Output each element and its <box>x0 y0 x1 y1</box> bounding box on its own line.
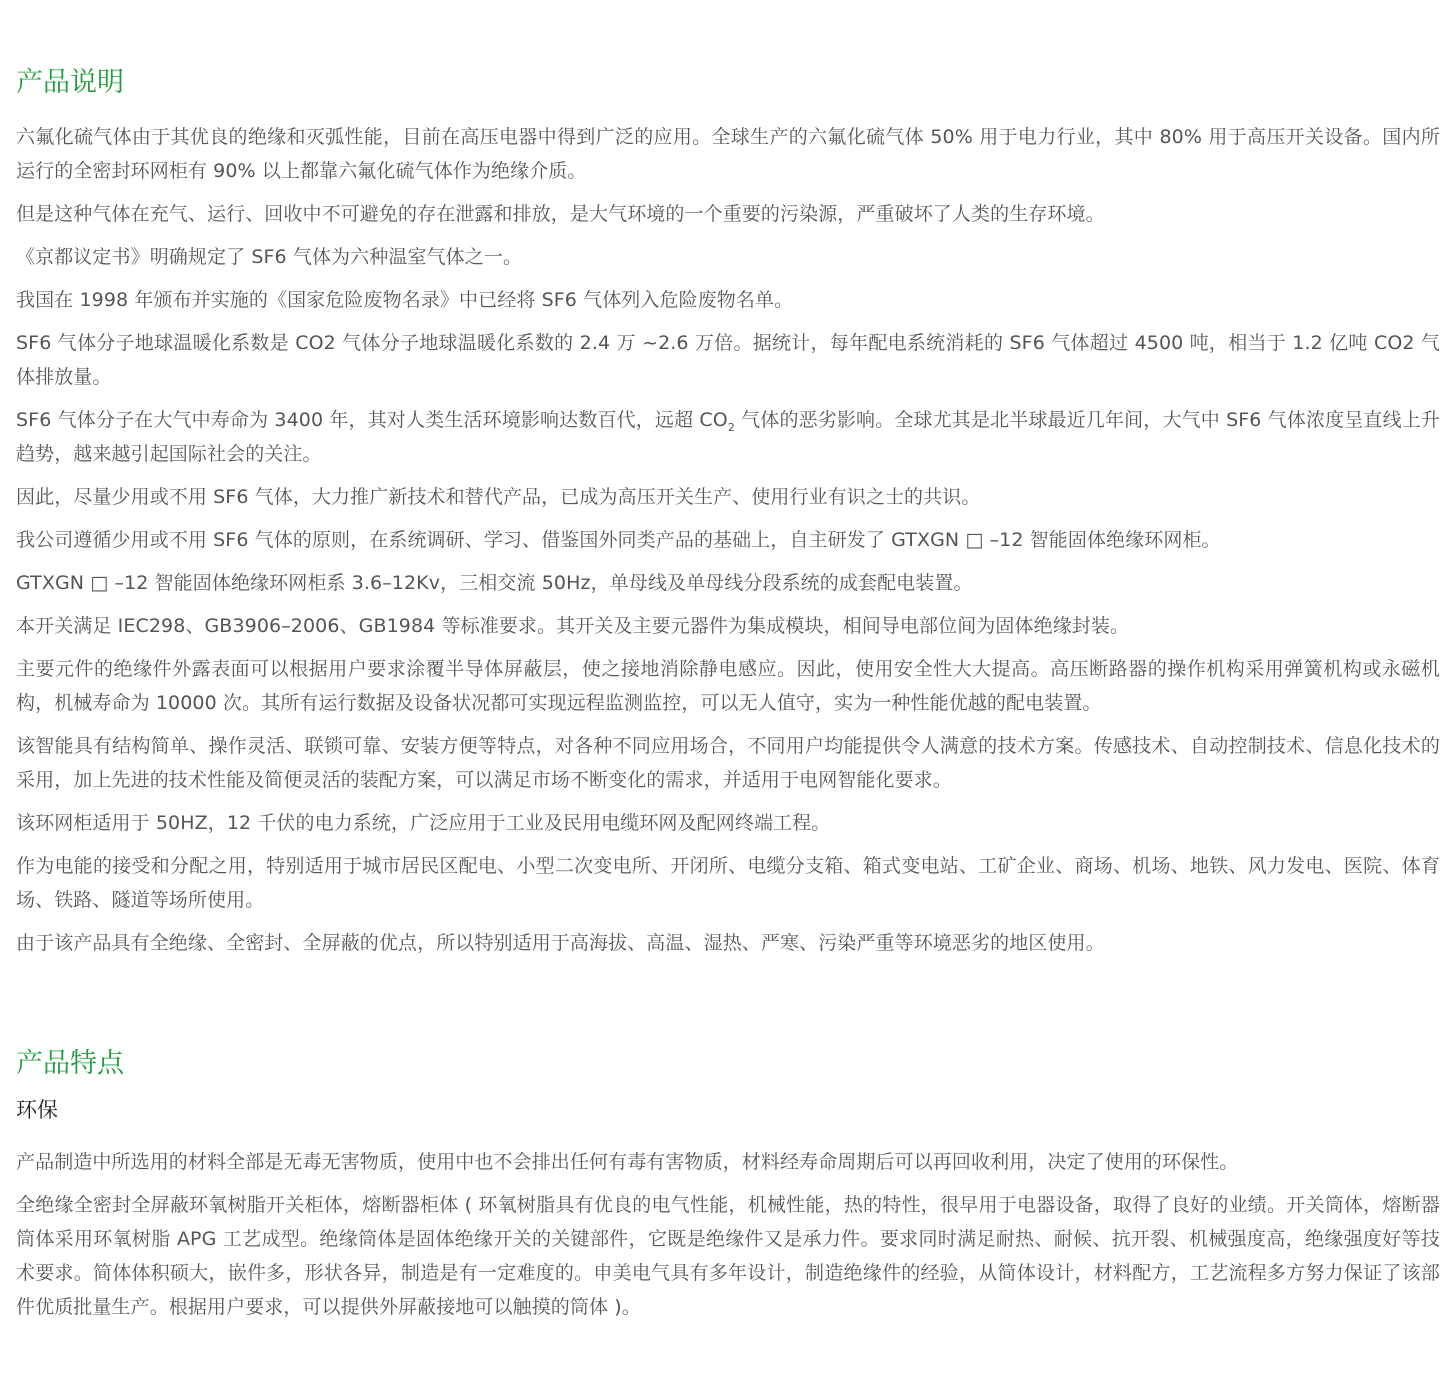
paragraph: 该智能具有结构简单、操作灵活、联锁可靠、安装方便等特点，对各种不同应用场合，不同用户均能提供令人满意的技术方案。传感技术、自动控制技术、信息化技术的采用，加上先进的技术性能及简便灵活的装配方案，可以满足市场不断变化的需求，并适用于电网智能化要求。 <box>16 735 1440 791</box>
paragraph: 六氟化硫气体由于其优良的绝缘和灭弧性能，目前在高压电器中得到广泛的应用。全球生产的六氟化硫气体 50% 用于电力行业，其中 80% 用于高压开关设备。国内所运行的全密封环网柜有 90% 以上都靠六氟化硫气体作为绝缘介质。 <box>16 126 1440 182</box>
paragraph: SF6 气体分子地球温暖化系数是 CO2 气体分子地球温暖化系数的 2.4 万 ~2.6 万倍。据统计，每年配电系统消耗的 SF6 气体超过 4500 吨，相当于 1.2 亿吨 CO2 气体排放量。 <box>16 332 1440 388</box>
paragraph: 由于该产品具有全绝缘、全密封、全屏蔽的优点，所以特别适用于高海拔、高温、湿热、严寒、污染严重等环境恶劣的地区使用。 <box>16 932 1105 954</box>
subscript: 2 <box>727 420 735 434</box>
paragraph: 本开关满足 IEC298、GB3906–2006、GB1984 等标准要求。其开关及主要元器件为集成模块，相间导电部位间为固体绝缘封装。 <box>16 615 1130 637</box>
paragraph: 产品制造中所选用的材料全部是无毒无害物质，使用中也不会排出任何有毒有害物质，材料经寿命周期后可以再回收利用，决定了使用的环保性。 <box>16 1151 1239 1173</box>
paragraph: 我国在 1998 年颁布并实施的《国家危险废物名录》中已经将 SF6 气体列入危险废物名单。 <box>16 289 794 311</box>
paragraph-co2-lifetime <box>16 403 1440 471</box>
paragraph: 因此，尽量少用或不用 SF6 气体，大力推广新技术和替代产品，已成为高压开关生产、使用行业有识之士的共识。 <box>16 486 981 508</box>
feature-subtitle: 环保 <box>16 1098 58 1122</box>
paragraph: 作为电能的接受和分配之用，特别适用于城市居民区配电、小型二次变电所、开闭所、电缆分支箱、箱式变电站、工矿企业、商场、机场、地铁、风力发电、医院、体育场、铁路、隧道等场所使用。 <box>16 855 1440 911</box>
paragraph-text: SF6 气体分子在大气中寿命为 3400 年，其对人类生活环境影响达数百代，远超 CO <box>16 409 728 431</box>
description-body <box>16 120 1440 960</box>
paragraph-text: 气体的恶劣影响。全球尤其是北半球最近几年间，大气中 SF6 气体浓度呈直线上升趋势，越来越引起国际社会的关注。 <box>16 409 1440 465</box>
paragraph: 我公司遵循少用或不用 SF6 气体的原则，在系统调研、学习、借鉴国外同类产品的基础上，自主研发了 GTXGN □ –12 智能固体绝缘环网柜。 <box>16 529 1221 551</box>
paragraph: 但是这种气体在充气、运行、回收中不可避免的存在泄露和排放，是大气环境的一个重要的污染源，严重破坏了人类的生存环境。 <box>16 203 1105 225</box>
section-title-description: 产品说明 <box>16 67 124 98</box>
paragraph: 全绝缘全密封全屏蔽环氧树脂开关柜体，熔断器柜体 ( 环氧树脂具有优良的电气性能，机械性能，热的特性，很早用于电器设备，取得了良好的业绩。开关筒体，熔断器筒体采用环氧树脂 APG 工艺成型。绝缘筒体是固体绝缘开关的关键部件，它既是绝缘件又是承力件。要求同时满足耐热、耐候、抗开裂、机械强度高，绝缘强度好等技术要求。简体体积硕大，嵌件多，形状各异，制造是有一定难度的。申美电气具有多年设计，制造绝缘件的经验，从简体设计，材料配方，工艺流程多方努力保证了该部件优质批量生产。根据用户要求，可以提供外屏蔽接地可以触摸的筒体 )。 <box>16 1194 1440 1318</box>
paragraph: GTXGN □ –12 智能固体绝缘环网柜系 3.6–12Kv，三相交流 50Hz，单母线及单母线分段系统的成套配电装置。 <box>16 572 973 594</box>
features-body <box>16 1145 1440 1324</box>
paragraph: 主要元件的绝缘件外露表面可以根据用户要求涂覆半导体屏蔽层，使之接地消除静电感应。因此，使用安全性大大提高。高压断路器的操作机构采用弹簧机构或永磁机构，机械寿命为 10000 次。其所有运行数据及设备状况都可实现远程监测监控，可以无人值守，实为一种性能优越的配电装置。 <box>16 658 1440 714</box>
paragraph: 《京都议定书》明确规定了 SF6 气体为六种温室气体之一。 <box>16 246 523 268</box>
section-title-features: 产品特点 <box>16 1048 124 1079</box>
paragraph: 该环网柜适用于 50HZ，12 千伏的电力系统，广泛应用于工业及民用电缆环网及配网终端工程。 <box>16 812 831 834</box>
